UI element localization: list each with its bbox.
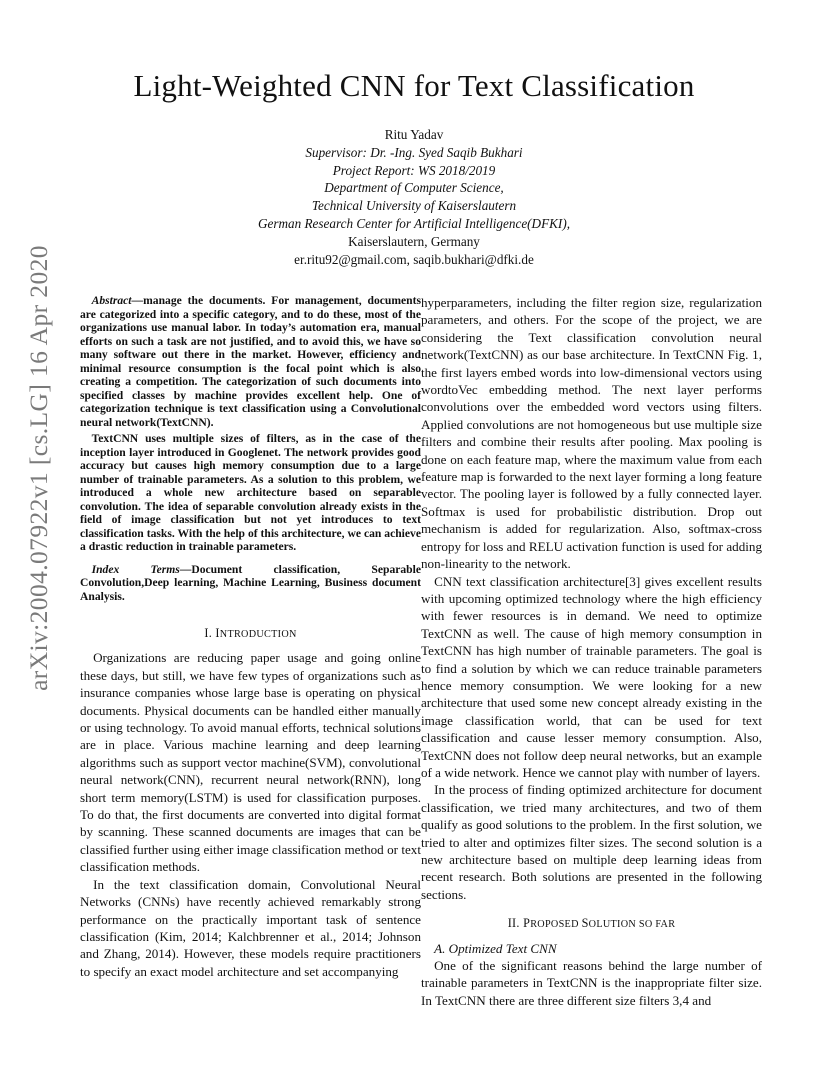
abstract [80,294,421,554]
abstract-label: Abstract [91,294,132,307]
intro-paragraph-2: In the text classification domain, Convolutional Neural Networks (CNNs) have recently achieved remarkably strong performance on the practically important task of sentence classification (Kim, 2014; Kalchbrenner et al., 2014; Johnson and Zhang, 2014). However, these models require practitioners to specify an exact model architecture and set accompanying [80,876,421,979]
section-heading-proposed-solution [421,915,762,933]
left-column [80,294,421,980]
right-column [421,294,762,1009]
supervisor-line: Supervisor: Dr. -Ing. Syed Saqib Bukhari [305,144,523,160]
index-terms [80,563,421,604]
right-paragraph-4: One of the significant reasons behind the large number of trainable parameters in TextCNN is the inappropriate filter size. In TextCNN there are three different size filters 3,4 and [421,958,762,1008]
right-paragraph-1: hyperparameters, including the filter region size, regularization parameters, and others. For the scope of the project, we are considering the Text classification convolution neural network(TextCNN) as our base architecture. In TextCNN Fig. 1, the first layers embed words into low-dimensional vectors using wordtoVec embedding method. The next layer performs convolutions over the embedded word vectors using filters. Applied convolutions are not homogeneous but use multiple size filters and combine their results after pooling. Max pooling is done on each feature map, where the maximum value from each feature map is forwarded to the next layer forming a long feature vector. The pooling layer is followed by a fully connected layer. Softmax is used for probabilistic distribution. Drop out mechanism is added for regularization. Also, softmax-cross entropy for loss and RELU activation function is used for adding non-linearity to the network. [421,295,762,572]
dfki-line: German Research Center for Artificial Intelligence(DFKI), [257,215,571,231]
author-name: Ritu Yadav [384,127,444,142]
arxiv-stamp-text: arXiv:2004.07922v1 [cs.LG] 16 Apr 2020 [24,245,53,691]
section2-initial-p: P [523,916,531,931]
right-paragraph-2: CNN text classification architecture[3] gives excellent results with upcoming optimized technology where the high efficiency with fewer resources is in demand. We need to optimize TextCNN as well. The cause of high memory consumption in TextCNN has high number of trainable parameters. The goal is to find a solution by which we can reduce trainable parameters hence memory consumption. We were looking for a new architecture that used some new concept already existing in the image classification world, that can be used for text classification and cause lesser memory consumption. Also, TextCNN does not follow deep neural networks, but an example of a wide network. Hence we cannot play with number of layers. [421,573,762,780]
section2-roposed: ROPOSED [530,919,582,931]
index-terms-label: Index Terms [91,562,180,576]
location-line: Kaiserslautern, Germany [348,233,480,249]
index-terms-text: —Document classification, Separable Convolution,Deep learning, Machine Learning, Business document Analysis. [80,562,421,603]
email-line: er.ritu92@gmail.com, saqib.bukhari@dfki.de [294,251,534,267]
intro-paragraph-1: Organizations are reducing paper usage and going online these days, but still, we have few types of organizations such as insurance companies whose large base is operating on physical documents. Physical documents can be handled either manually or using technology. To avoid manual efforts, technical solutions are in place. Various machine learning and deep learning algorithms such as support vector machine(SVM), convolutional neural network(CNN), recurrent neural network(RNN), long short term memory(LSTM) is used for classification purposes. To do that, the first documents are converted into digital format by scanning. These scanned documents are images that can be classified further using either image classification method or text classification methods. [80,650,421,875]
subsection-heading: A. Optimized Text CNN [434,940,557,956]
abstract-paragraph-2: TextCNN uses multiple sizes of filters, as in the case of the inception layer introduced in Googlenet. The network provides good accuracy but causes high memory consumption due to a large number of trainable parameters. As a solution to this problem, we introduced a whole new architecture based on separable convolution. The idea of separable convolution already exists in the field of image classification but not yet introduces to text classification tasks. With the help of this architecture, we can achieve a drastic reduction in trainable parameters. [80,432,421,553]
section-heading-introduction [80,625,421,643]
department-line: Department of Computer Science, [324,180,504,196]
arxiv-stamp [17,245,61,691]
section-heading-rest: NTRODUCTION [219,629,297,640]
abstract-paragraph-1 [80,294,421,429]
section2-initial-s: S [581,916,589,931]
abstract-text-1: —manage the documents. For management, documents are categorized into a specific category, and to do these, most of the organizations use manual labor. In today’s automation era, manual efforts on such a task are not justified, and to avoid this, we have so many software out there in the market. However, efficiency and minimal resource consumption is the focal point which is also creating a competition. The categorization of such documents into specified classes by machine provides excellent help. One of categorization technique is text classification using a Convolutional neural network(TextCNN). [80,294,421,429]
section2-numeral: II. [507,916,520,931]
university-line: Technical University of Kaiserslautern [311,198,517,214]
author-block [0,126,828,268]
section-heading-initial: I [215,626,220,640]
index-terms-paragraph [80,563,421,604]
paper-title: Light-Weighted CNN for Text Classification [133,68,695,103]
section2-olution: OLUTION SO FAR [588,919,676,931]
project-line: Project Report: WS 2018/2019 [332,162,496,178]
right-paragraph-3: In the process of finding optimized architecture for document classification, we tried many architectures, and two of them qualify as good solutions to the problem. In the first solution, we tried to alter and optimizes filter sizes. The second solution is a new architecture based on multiple deep learning ideas from recent research. Both solutions are presented in the following sections. [421,782,762,902]
section-numeral: I. [204,626,213,640]
